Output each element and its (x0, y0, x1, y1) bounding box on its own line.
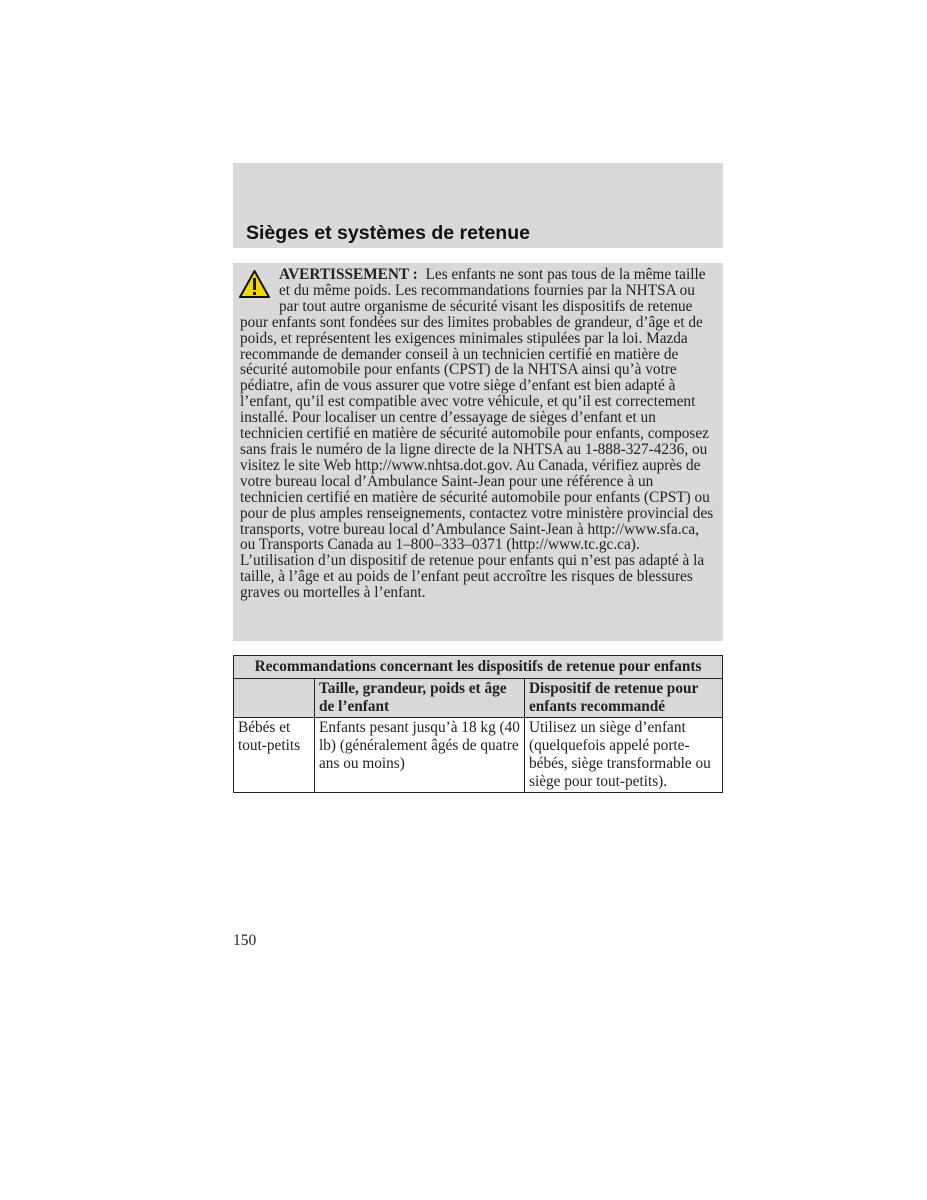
restraint-recommendations-table (233, 655, 723, 793)
warning-body: Les enfants ne sont pas tous de la même taille et du même poids. Les recommandations fournies par la NHTSA ou par tout autre organisme de sécurité visant les dispositifs de retenue pour enfants sont fondées sur des limites probables de grandeur, d’âge et de poids, et représentent les exigences minimales stipulées par la loi. Mazda recommande de demander conseil à un technicien certifié en matière de sécurité automobile pour enfants (CPST) de la NHTSA ainsi qu’à votre pédiatre, afin de vous assurer que votre siège d’enfant est bien adapté à l’enfant, qu’il est compatible avec votre véhicule, et qu’il est correctement installé. Pour localiser un centre d’essayage de sièges d’enfant et un technicien certifié en matière de sécurité automobile pour enfants, composez sans frais le numéro de la ligne directe de la NHTSA au 1-888-327-4236, ou visitez le site Web http://www.nhtsa.dot.gov. Au Canada, vérifiez auprès de votre bureau local d’Ambulance Saint-Jean pour une référence à un technicien certifié en matière de sécurité automobile pour enfants (CPST) ou pour de plus amples renseignements, contactez votre ministère provincial des transports, votre bureau local d’Ambulance Saint-Jean à http://www.sfa.ca, ou Transports Canada au 1–800–333–0371 (http://www.tc.gc.ca). L’utilisation d’un dispositif de retenue pour enfants qui n’est pas adapté à la taille, à l’âge et au poids de l’enfant peut accroître les risques de blessures graves ou mortelles à l’enfant. (240, 266, 714, 602)
table-cell-category: Bébés et tout-petits (234, 718, 315, 793)
table-cell-device: Utilisez un siège d’enfant (quelquefois appelé porte-bébés, siège transformable ou siège pour tout-petits). (525, 718, 723, 793)
table-caption: Recommandations concernant les dispositifs de retenue pour enfants (234, 656, 723, 679)
warning-heading: AVERTISSEMENT : (279, 266, 418, 283)
warning-text (240, 267, 716, 601)
table-caption-row (234, 656, 723, 679)
warning-triangle-icon (238, 269, 271, 299)
table-header-device: Dispositif de retenue pour enfants recommandé (525, 679, 723, 718)
section-title: Sièges et systèmes de retenue (246, 222, 530, 244)
table-header-row (234, 679, 723, 718)
page-number: 150 (233, 932, 257, 949)
table-header-size: Taille, grandeur, poids et âge de l’enfant (315, 679, 525, 718)
section-header (233, 163, 723, 248)
table-header-blank (234, 679, 315, 718)
warning-box (233, 263, 723, 641)
table-row (234, 718, 723, 793)
table-cell-size: Enfants pesant jusqu’à 18 kg (40 lb) (généralement âgés de quatre ans ou moins) (315, 718, 525, 793)
